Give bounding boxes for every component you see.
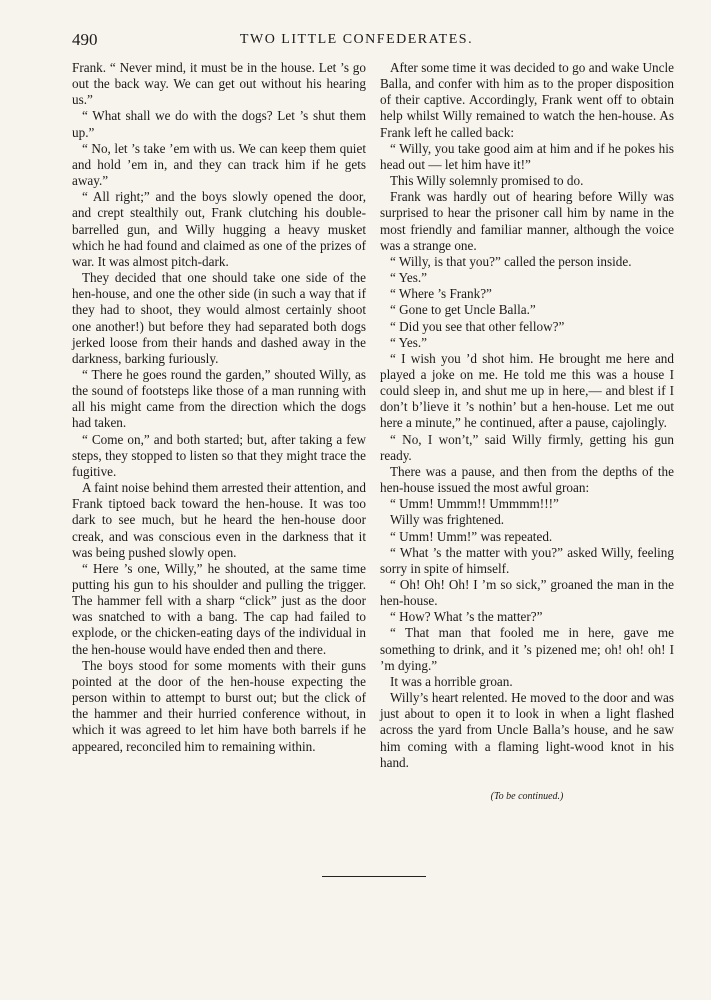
paragraph: They decided that one should take one side of the hen-house, and one the other side (in such a way that if they had to shoot, they would almost certainly shoot one another!) but before they had separated both dogs jerked loose from their hands and dashed away in the darkness, barking furiously. <box>72 270 366 366</box>
page-header <box>72 30 641 52</box>
paragraph: “ Umm! Ummm!! Ummmm!!!” <box>390 496 559 512</box>
paragraph: “ Yes.” <box>390 270 427 286</box>
paragraph: Willy’s heart relented. He moved to the door and was just about to open it to look in when a light flashed across the yard from Uncle Balla’s house, and he saw him coming with a flaming light-wood knot in his hand. <box>380 690 674 770</box>
paragraph: “ No, I won’t,” said Willy firmly, getting his gun ready. <box>380 431 674 463</box>
paragraph: “ What shall we do with the dogs? Let ’s shut them up.” <box>72 108 366 140</box>
paragraph: “ There he goes round the garden,” shouted Willy, as the sound of footsteps like those of a man running with all his might came from the direction which the dogs had taken. <box>72 366 366 431</box>
paragraph: After some time it was decided to go and wake Uncle Balla, and confer with him as to the proper disposition of their captive. Accordingly, Frank went off to obtain help whilst Willy remained to watch the hen-house. As Frank left he called back: <box>380 60 674 140</box>
paragraph: Frank was hardly out of hearing before Willy was surprised to hear the prisoner call him by name in the most friendly and familiar manner, although the voice was a strange one. <box>380 189 674 253</box>
paragraph: “ Gone to get Uncle Balla.” <box>390 302 536 318</box>
paragraph: Willy was frightened. <box>390 512 505 528</box>
paragraph: “ All right;” and the boys slowly opened the door, and crept stealthily out, Frank clutching his double-barrelled gun, and Willy hugging a heavy musket which he had found and claimed as one of the prizes of war. It was almost pitch-dark. <box>72 189 366 269</box>
section-divider-rule <box>322 876 426 877</box>
to-be-continued-note: (To be continued.) <box>490 791 564 802</box>
right-column <box>380 60 674 771</box>
paragraph: “ Willy, is that you?” called the person inside. <box>390 253 632 269</box>
paragraph: There was a pause, and then from the depths of the hen-house issued the most awful groan: <box>380 463 674 496</box>
paragraph: “ That man that fooled me in here, gave me something to drink, and it ’s pizened me; oh! oh! oh! I ’m dying.” <box>380 625 674 673</box>
paragraph: “ What ’s the matter with you?” asked Willy, feeling sorry in spite of himself. <box>380 544 674 576</box>
paragraph: “ Come on,” and both started; but, after taking a few steps, they stopped to listen so that they might trace the fugitive. <box>72 431 366 479</box>
paragraph: “ I wish you ’d shot him. He brought me here and played a joke on me. He told me this was a house I could sleep in, and shut me up in here,— and blest if I don’t b’lieve it ’s nothin’ but a hen-house. Let me out here a minute,” he continued, after a pause, cajolingly. <box>380 350 674 431</box>
paragraph: “ Here ’s one, Willy,” he shouted, at the same time putting his gun to his shoulder and pulling the trigger. The hammer fell with a sharp “click” just as the door was snatched to with a bang. The cap had failed to explode, or the chicken-eating days of the individual in the hen-house would have ended then and there. <box>72 560 366 657</box>
paragraph: “ Yes.” <box>390 334 427 350</box>
paragraph: “ Umm! Umm!” was repeated. <box>390 528 553 544</box>
paragraph: The boys stood for some moments with their guns pointed at the door of the hen-house expecting the person within to attempt to burst out; but the click of the hammer and their hurried conference without, in which it was agreed to let him have both barrels if he appeared, reconciled him to remaining within. <box>72 657 366 754</box>
left-column <box>72 60 366 755</box>
paragraph: A faint noise behind them arrested their attention, and Frank tiptoed back toward the hen-house. It was too dark to see much, but he heard the hen-house door creak, and was conscious even in the darkness that it was being pushed slowly open. <box>72 480 366 560</box>
paragraph: “ No, let ’s take ’em with us. We can keep them quiet and hold ’em in, and they can track him if he gets away.” <box>72 140 366 189</box>
paragraph: “ Did you see that other fellow?” <box>390 318 565 334</box>
paragraph: “ Willy, you take good aim at him and if he pokes his head out — let him have it!” <box>380 140 674 172</box>
paragraph: Frank. “ Never mind, it must be in the house. Let ’s go out the back way. We can get out without his hearing us.” <box>72 60 366 108</box>
paragraph: It was a horrible groan. <box>390 673 513 689</box>
page-number: 490 <box>72 30 98 49</box>
paragraph: “ Where ’s Frank?” <box>390 286 492 302</box>
running-title: TWO LITTLE CONFEDERATES. <box>239 32 474 47</box>
paragraph: “ Oh! Oh! Oh! I ’m so sick,” groaned the man in the hen-house. <box>380 577 674 609</box>
paragraph: “ How? What ’s the matter?” <box>390 609 543 625</box>
paragraph: This Willy solemnly promised to do. <box>390 173 584 189</box>
